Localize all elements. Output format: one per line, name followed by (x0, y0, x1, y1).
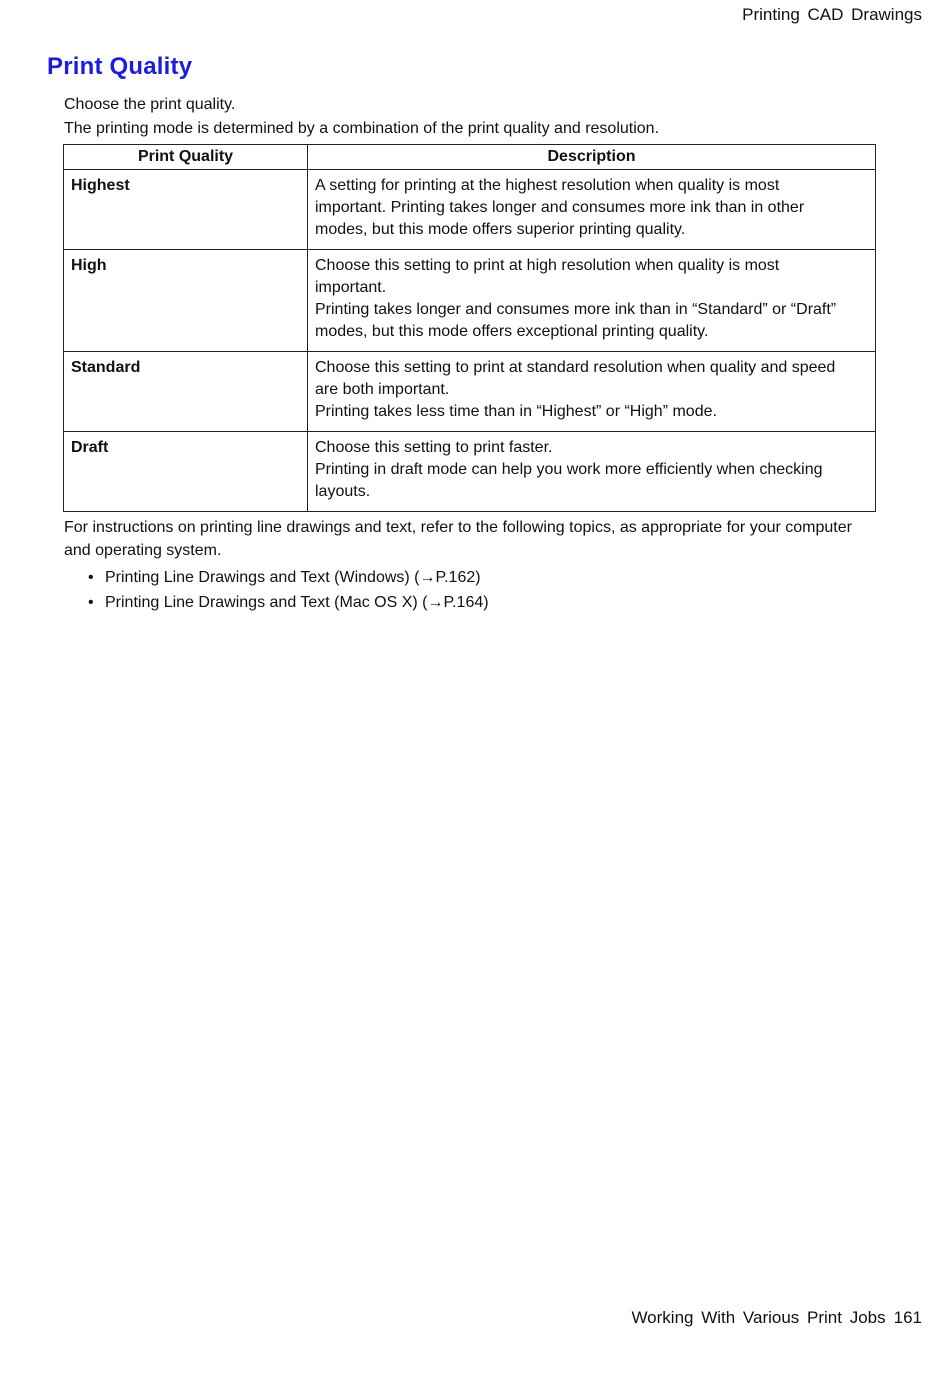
running-header: Printing CAD Drawings (742, 5, 922, 24)
footer-chapter: Working With Various Print Jobs (631, 1308, 886, 1327)
description-line: modes, but this mode offers exceptional printing quality. (315, 323, 709, 340)
description-line: Choose this setting to print at high resolution when quality is most (315, 257, 780, 274)
reference-list (88, 565, 489, 615)
page-number: 161 (893, 1308, 922, 1327)
column-header-description: Description (308, 145, 876, 170)
quality-name: High (64, 250, 308, 352)
description-line: important. (315, 279, 387, 296)
quality-description (308, 352, 876, 432)
bullet-icon: • (88, 569, 94, 586)
description-line: Printing in draft mode can help you work more efficiently when checking (315, 461, 823, 478)
description-line: important. Printing takes longer and consumes more ink than in other (315, 199, 805, 216)
instructions-paragraph: For instructions on printing line drawings and text, refer to the following topics, as appropriate for your computer and operating system. (64, 519, 852, 559)
table-row (64, 250, 876, 352)
section-title: Print Quality (47, 53, 193, 80)
print-quality-table (63, 144, 876, 512)
table-row (64, 352, 876, 432)
quality-description (308, 170, 876, 250)
reference-link-mac[interactable] (88, 590, 489, 615)
description-line: Printing takes longer and consumes more ink than in “Standard” or “Draft” (315, 301, 837, 318)
reference-link-windows[interactable] (88, 565, 489, 590)
quality-description (308, 432, 876, 512)
bullet-icon: • (88, 594, 94, 611)
column-header-print-quality: Print Quality (64, 145, 308, 170)
intro-line: The printing mode is determined by a combination of the print quality and resolution. (64, 120, 660, 137)
description-line: layouts. (315, 483, 371, 500)
description-line: are both important. (315, 381, 450, 398)
description-line: Printing takes less time than in “Highest” or “High” mode. (315, 403, 717, 420)
quality-description (308, 250, 876, 352)
reference-text: Printing Line Drawings and Text (Mac OS X) (→P.164) (105, 594, 489, 611)
table-row (64, 432, 876, 512)
table-row (64, 170, 876, 250)
description-line: Choose this setting to print at standard resolution when quality and speed (315, 359, 836, 376)
intro-line: Choose the print quality. (64, 96, 236, 113)
page-footer (631, 1308, 922, 1328)
description-line: A setting for printing at the highest resolution when quality is most (315, 177, 780, 194)
table-header-row (64, 145, 876, 170)
description-line: Choose this setting to print faster. (315, 439, 553, 456)
description-line: modes, but this mode offers superior printing quality. (315, 221, 686, 238)
quality-name: Highest (64, 170, 308, 250)
reference-text: Printing Line Drawings and Text (Windows) (→P.162) (105, 569, 481, 586)
quality-name: Draft (64, 432, 308, 512)
quality-name: Standard (64, 352, 308, 432)
